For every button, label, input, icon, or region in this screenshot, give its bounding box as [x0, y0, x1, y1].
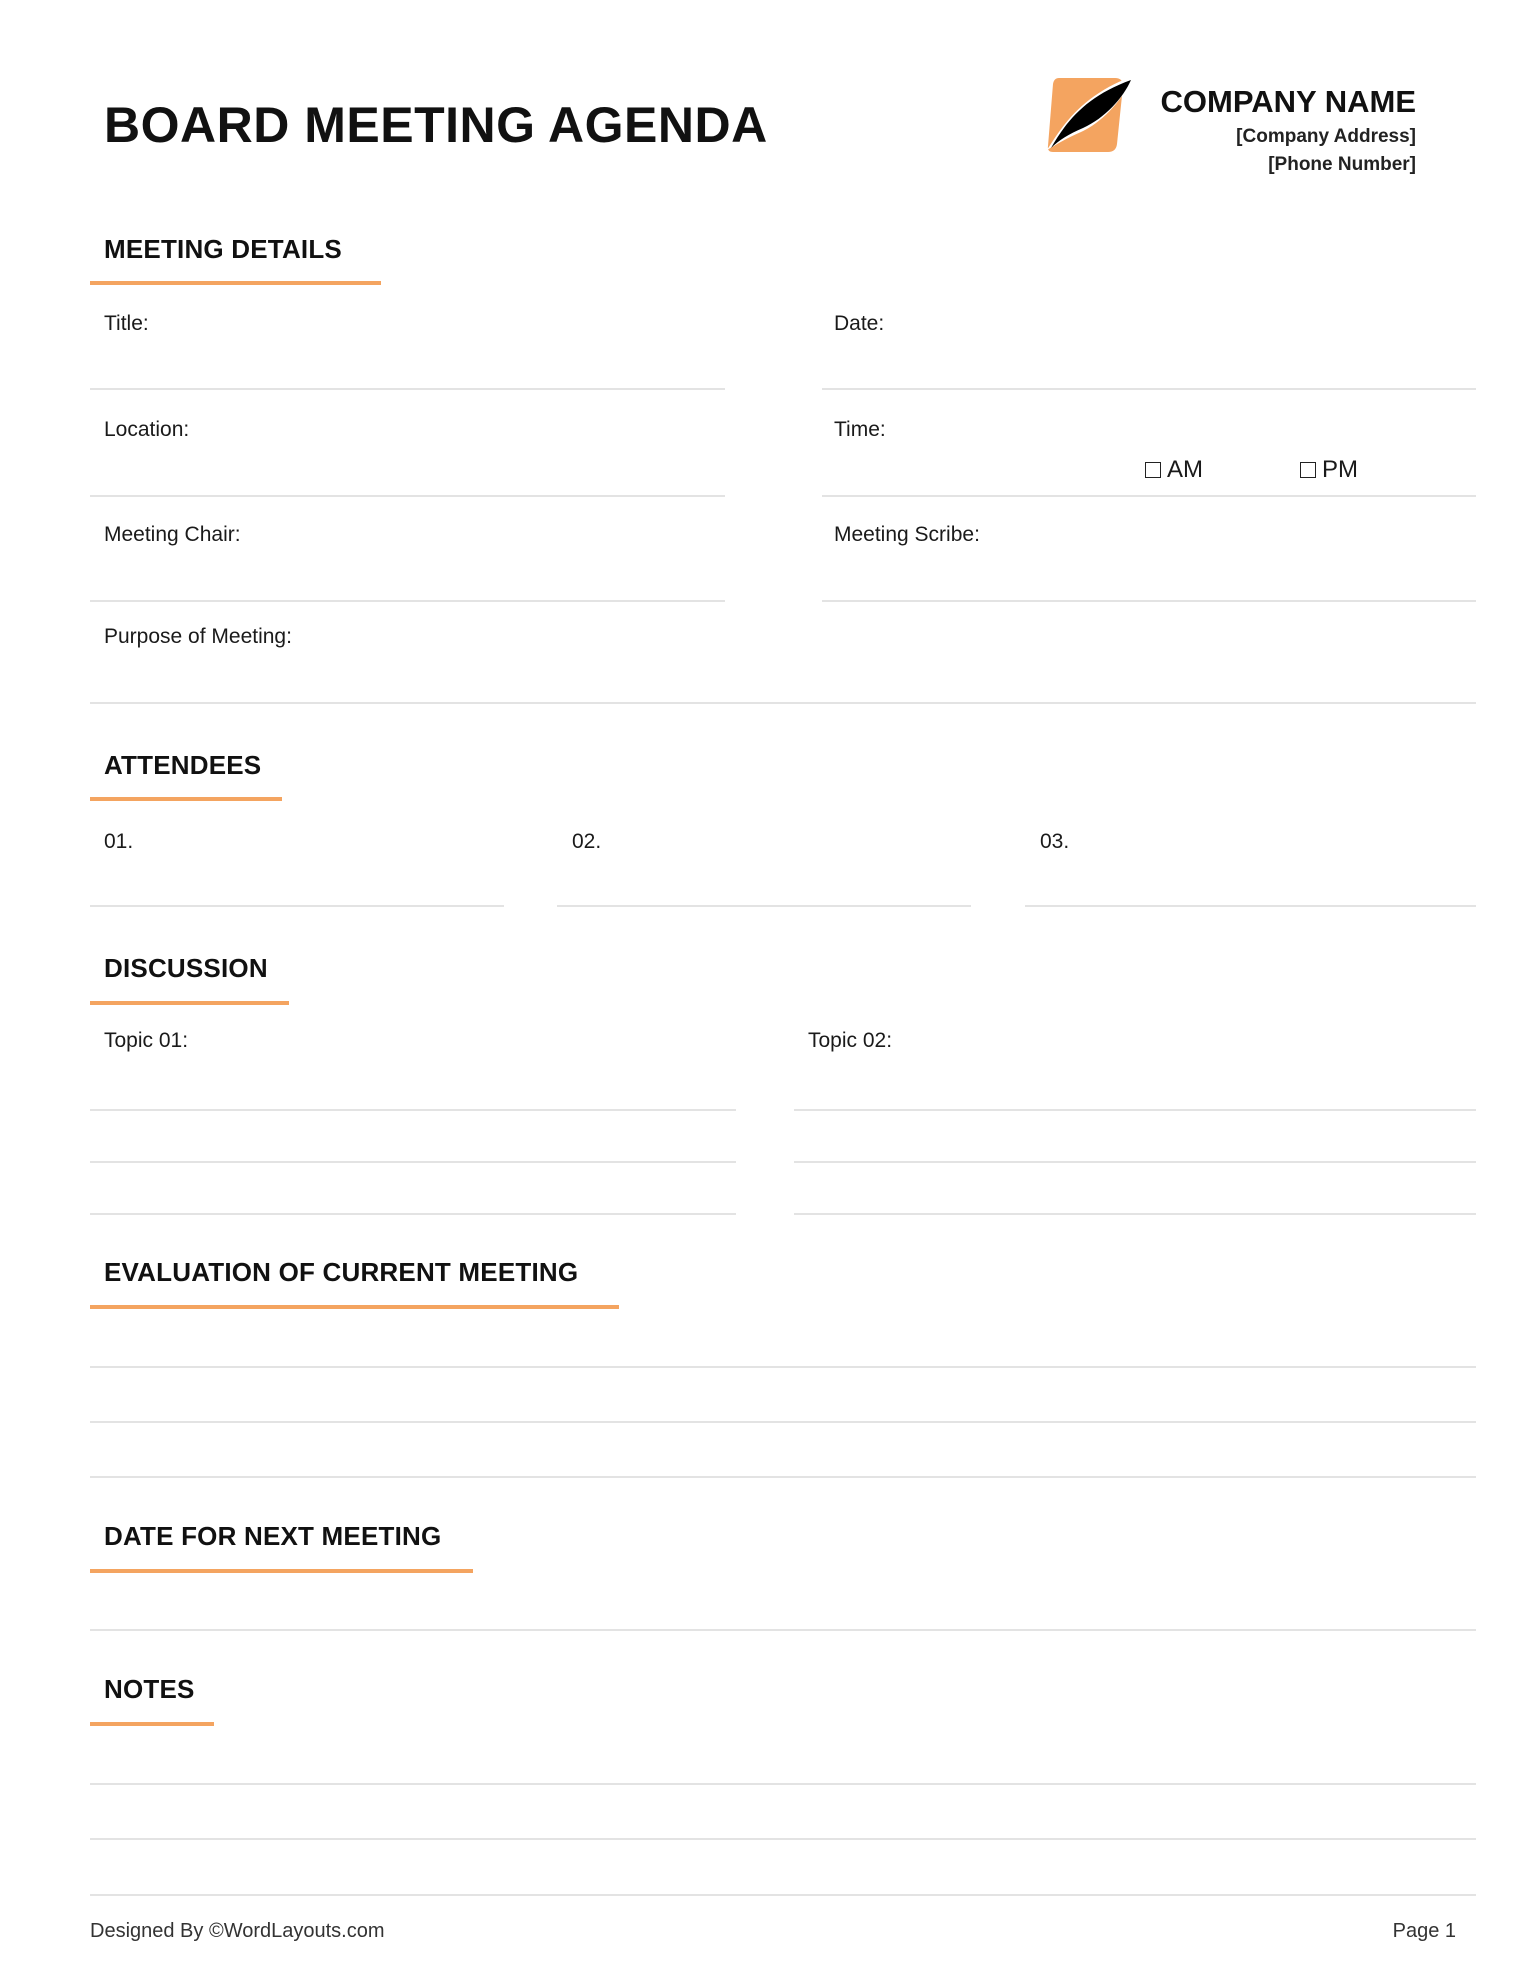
section-underline: [90, 1722, 214, 1726]
notes-line-1[interactable]: [90, 1783, 1476, 1785]
field-label-location: Location:: [104, 418, 190, 441]
field-line-time[interactable]: [822, 495, 1476, 497]
field-label-time: Time:: [834, 418, 886, 441]
attendee-line-1[interactable]: [90, 905, 504, 907]
attendee-line-2[interactable]: [557, 905, 971, 907]
company-phone: [Phone Number]: [1268, 154, 1416, 175]
field-line-date[interactable]: [822, 388, 1476, 390]
topic-1-line-1[interactable]: [90, 1109, 736, 1111]
attendee-label-2: 02.: [572, 830, 602, 853]
checkbox-pm[interactable]: [1300, 456, 1358, 484]
section-heading-next-meeting: DATE FOR NEXT MEETING: [104, 1521, 442, 1551]
field-label-meeting-chair: Meeting Chair:: [104, 523, 241, 546]
notes-line-2[interactable]: [90, 1838, 1476, 1840]
checkbox-am-label: AM: [1167, 456, 1203, 483]
section-heading-notes: NOTES: [104, 1674, 195, 1704]
section-heading-evaluation: EVALUATION OF CURRENT MEETING: [104, 1257, 579, 1287]
field-label-title: Title:: [104, 312, 149, 335]
section-heading-meeting-details: MEETING DETAILS: [104, 234, 342, 264]
section-underline: [90, 797, 282, 801]
section-underline: [90, 1001, 289, 1005]
field-label-meeting-scribe: Meeting Scribe:: [834, 523, 980, 546]
topic-1-line-2[interactable]: [90, 1161, 736, 1163]
attendee-label-1: 01.: [104, 830, 134, 853]
field-line-purpose[interactable]: [90, 702, 1476, 704]
section-underline: [90, 1569, 473, 1573]
section-heading-discussion: DISCUSSION: [104, 953, 268, 983]
checkbox-square-icon[interactable]: [1300, 462, 1316, 478]
section-heading-attendees: ATTENDEES: [104, 750, 262, 780]
next-meeting-line[interactable]: [90, 1629, 1476, 1631]
section-underline: [90, 281, 381, 285]
field-label-date: Date:: [834, 312, 885, 335]
field-line-meeting-scribe[interactable]: [822, 600, 1476, 602]
field-line-title[interactable]: [90, 388, 725, 390]
field-line-meeting-chair[interactable]: [90, 600, 725, 602]
checkbox-pm-label: PM: [1322, 456, 1358, 483]
company-address: [Company Address]: [1236, 126, 1416, 147]
company-name: COMPANY NAME: [1160, 84, 1416, 119]
topic-2-line-1[interactable]: [794, 1109, 1476, 1111]
field-label-purpose: Purpose of Meeting:: [104, 625, 292, 648]
topic-2-line-2[interactable]: [794, 1161, 1476, 1163]
section-underline: [90, 1305, 619, 1309]
attendee-line-3[interactable]: [1025, 905, 1476, 907]
document-title: BOARD MEETING AGENDA: [104, 97, 768, 153]
checkbox-am[interactable]: [1145, 456, 1203, 484]
notes-line-3[interactable]: [90, 1894, 1476, 1896]
company-logo-icon: [1045, 76, 1137, 154]
page-number: Page 1: [1392, 1920, 1456, 1942]
attendee-label-3: 03.: [1040, 830, 1070, 853]
field-line-location[interactable]: [90, 495, 725, 497]
topic-2-line-3[interactable]: [794, 1213, 1476, 1215]
footer-credit: Designed By ©WordLayouts.com: [90, 1920, 385, 1942]
topic-label-1: Topic 01:: [104, 1029, 189, 1052]
evaluation-line-3[interactable]: [90, 1476, 1476, 1478]
evaluation-line-2[interactable]: [90, 1421, 1476, 1423]
topic-label-2: Topic 02:: [808, 1029, 893, 1052]
checkbox-square-icon[interactable]: [1145, 462, 1161, 478]
topic-1-line-3[interactable]: [90, 1213, 736, 1215]
evaluation-line-1[interactable]: [90, 1366, 1476, 1368]
